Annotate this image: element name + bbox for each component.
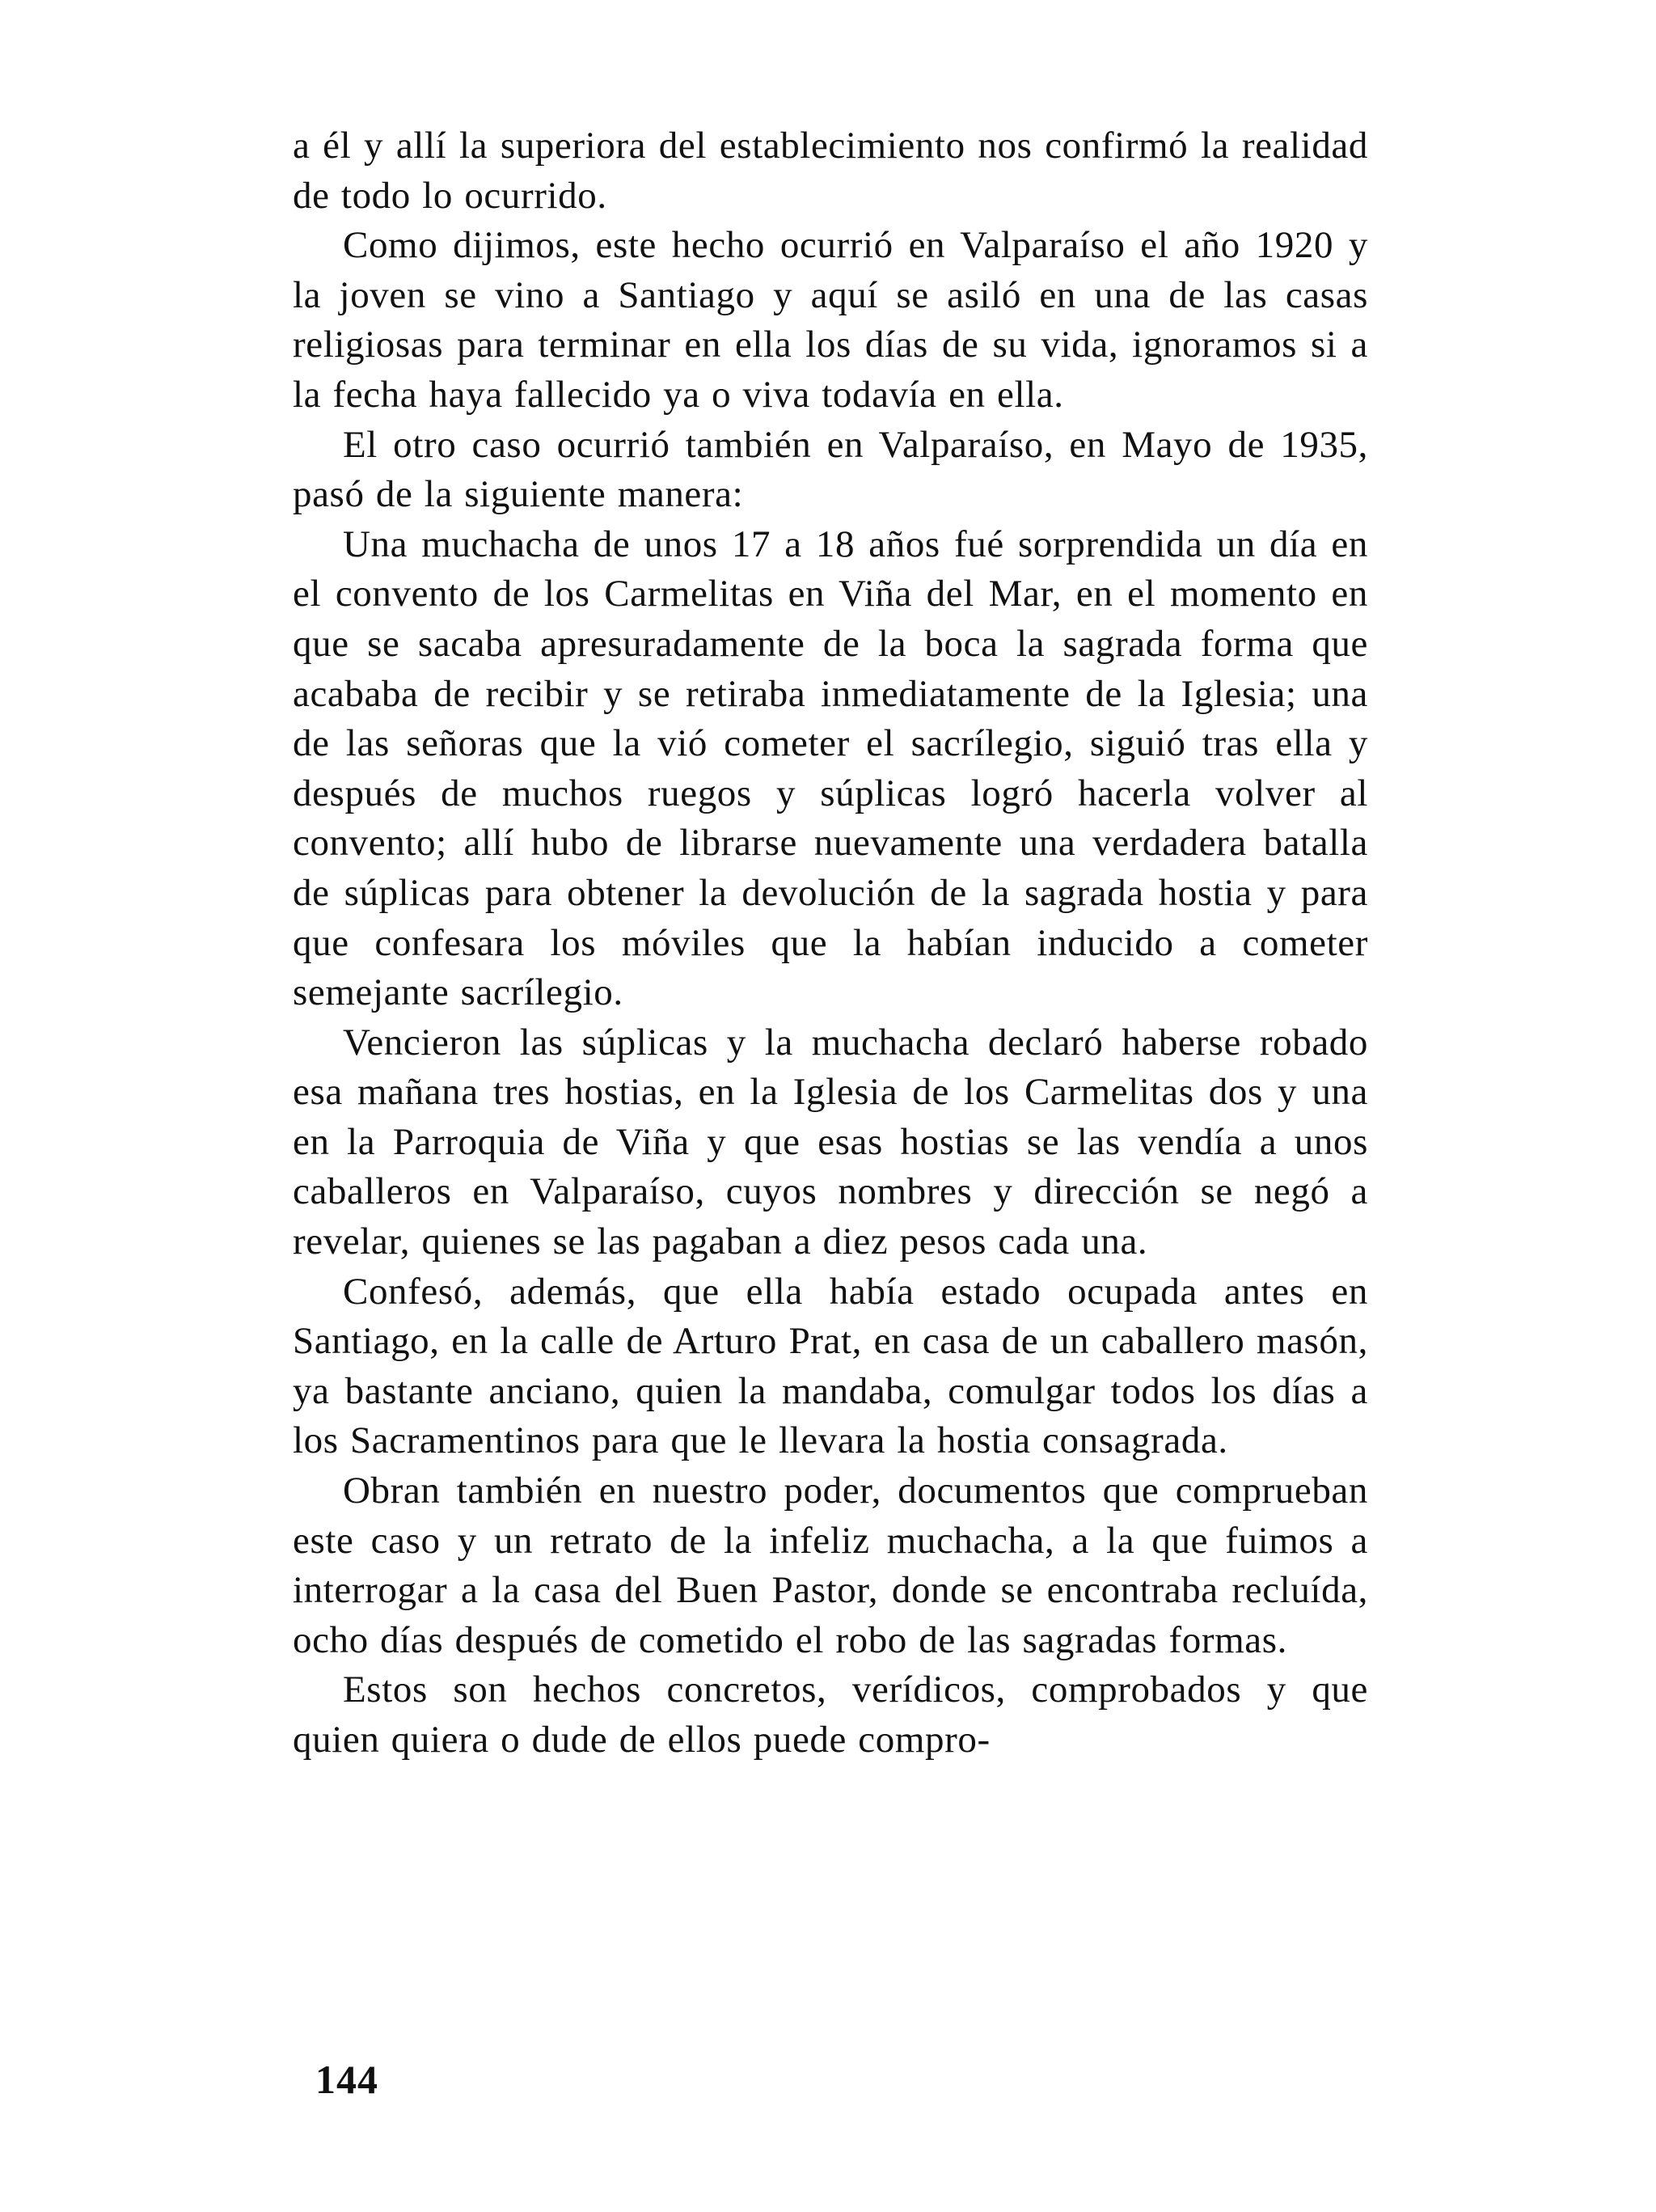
paragraph: El otro caso ocurrió también en Valparaíso, en Mayo de 1935, pasó de la siguiente manera:: [293, 423, 1368, 516]
paragraph: Estos son hechos concretos, verídicos, comprobados y que quien quiera o dude de ellos puede compro-: [293, 1669, 1368, 1761]
paragraph: Como dijimos, este hecho ocurrió en Valparaíso el año 1920 y la joven se vino a Santiago y aquí se asiló en una de las casas religiosas para terminar en ella los días de su vida, ignoramos si a la fecha haya fallecido ya o viva todavía en ella.: [293, 224, 1368, 416]
paragraph: Confesó, además, que ella había estado ocupada antes en Santiago, en la calle de Arturo Prat, en casa de un caballero masón, ya bastante anciano, quien la mandaba, comulgar todos los días a los Sacramentinos para que le llevara la hostia consagrada.: [293, 1270, 1368, 1462]
paragraph: Una muchacha de unos 17 a 18 años fué sorprendida un día en el convento de los Carmelitas en Viña del Mar, en el momento en que se sacaba apresuradamente de la boca la sagrada forma que acababa de recibir y se retiraba inmediatamente de la Iglesia; una de las señoras que la vió cometer el sacrílegio, siguió tras ella y después de muchos ruegos y súplicas logró hacerla volver al convento; allí hubo de librarse nuevamente una verdadera batalla de súplicas para obtener la devolución de la sagrada hostia y para que confesara los móviles que la habían inducido a cometer semejante sacrílegio.: [293, 522, 1368, 1014]
page-number: 144: [315, 2057, 378, 2102]
paragraph-continuation: a él y allí la superiora del establecimiento nos confirmó la realidad de todo lo ocurrido.: [293, 125, 1368, 217]
paragraph: Vencieron las súplicas y la muchacha declaró haberse robado esa mañana tres hostias, en la Iglesia de los Carmelitas dos y una en la Parroquia de Viña y que esas hostias se las vendía a unos caballeros en Valparaíso, cuyos nombres y dirección se negó a revelar, quienes se las pagaban a diez pesos cada una.: [293, 1021, 1368, 1263]
body-text: [293, 121, 1368, 1766]
paragraph: Obran también en nuestro poder, documentos que comprueban este caso y un retrato de la infeliz muchacha, a la que fuimos a interrogar a la casa del Buen Pastor, donde se encontraba recluída, ocho días después de cometido el robo de las sagradas formas.: [293, 1470, 1368, 1661]
